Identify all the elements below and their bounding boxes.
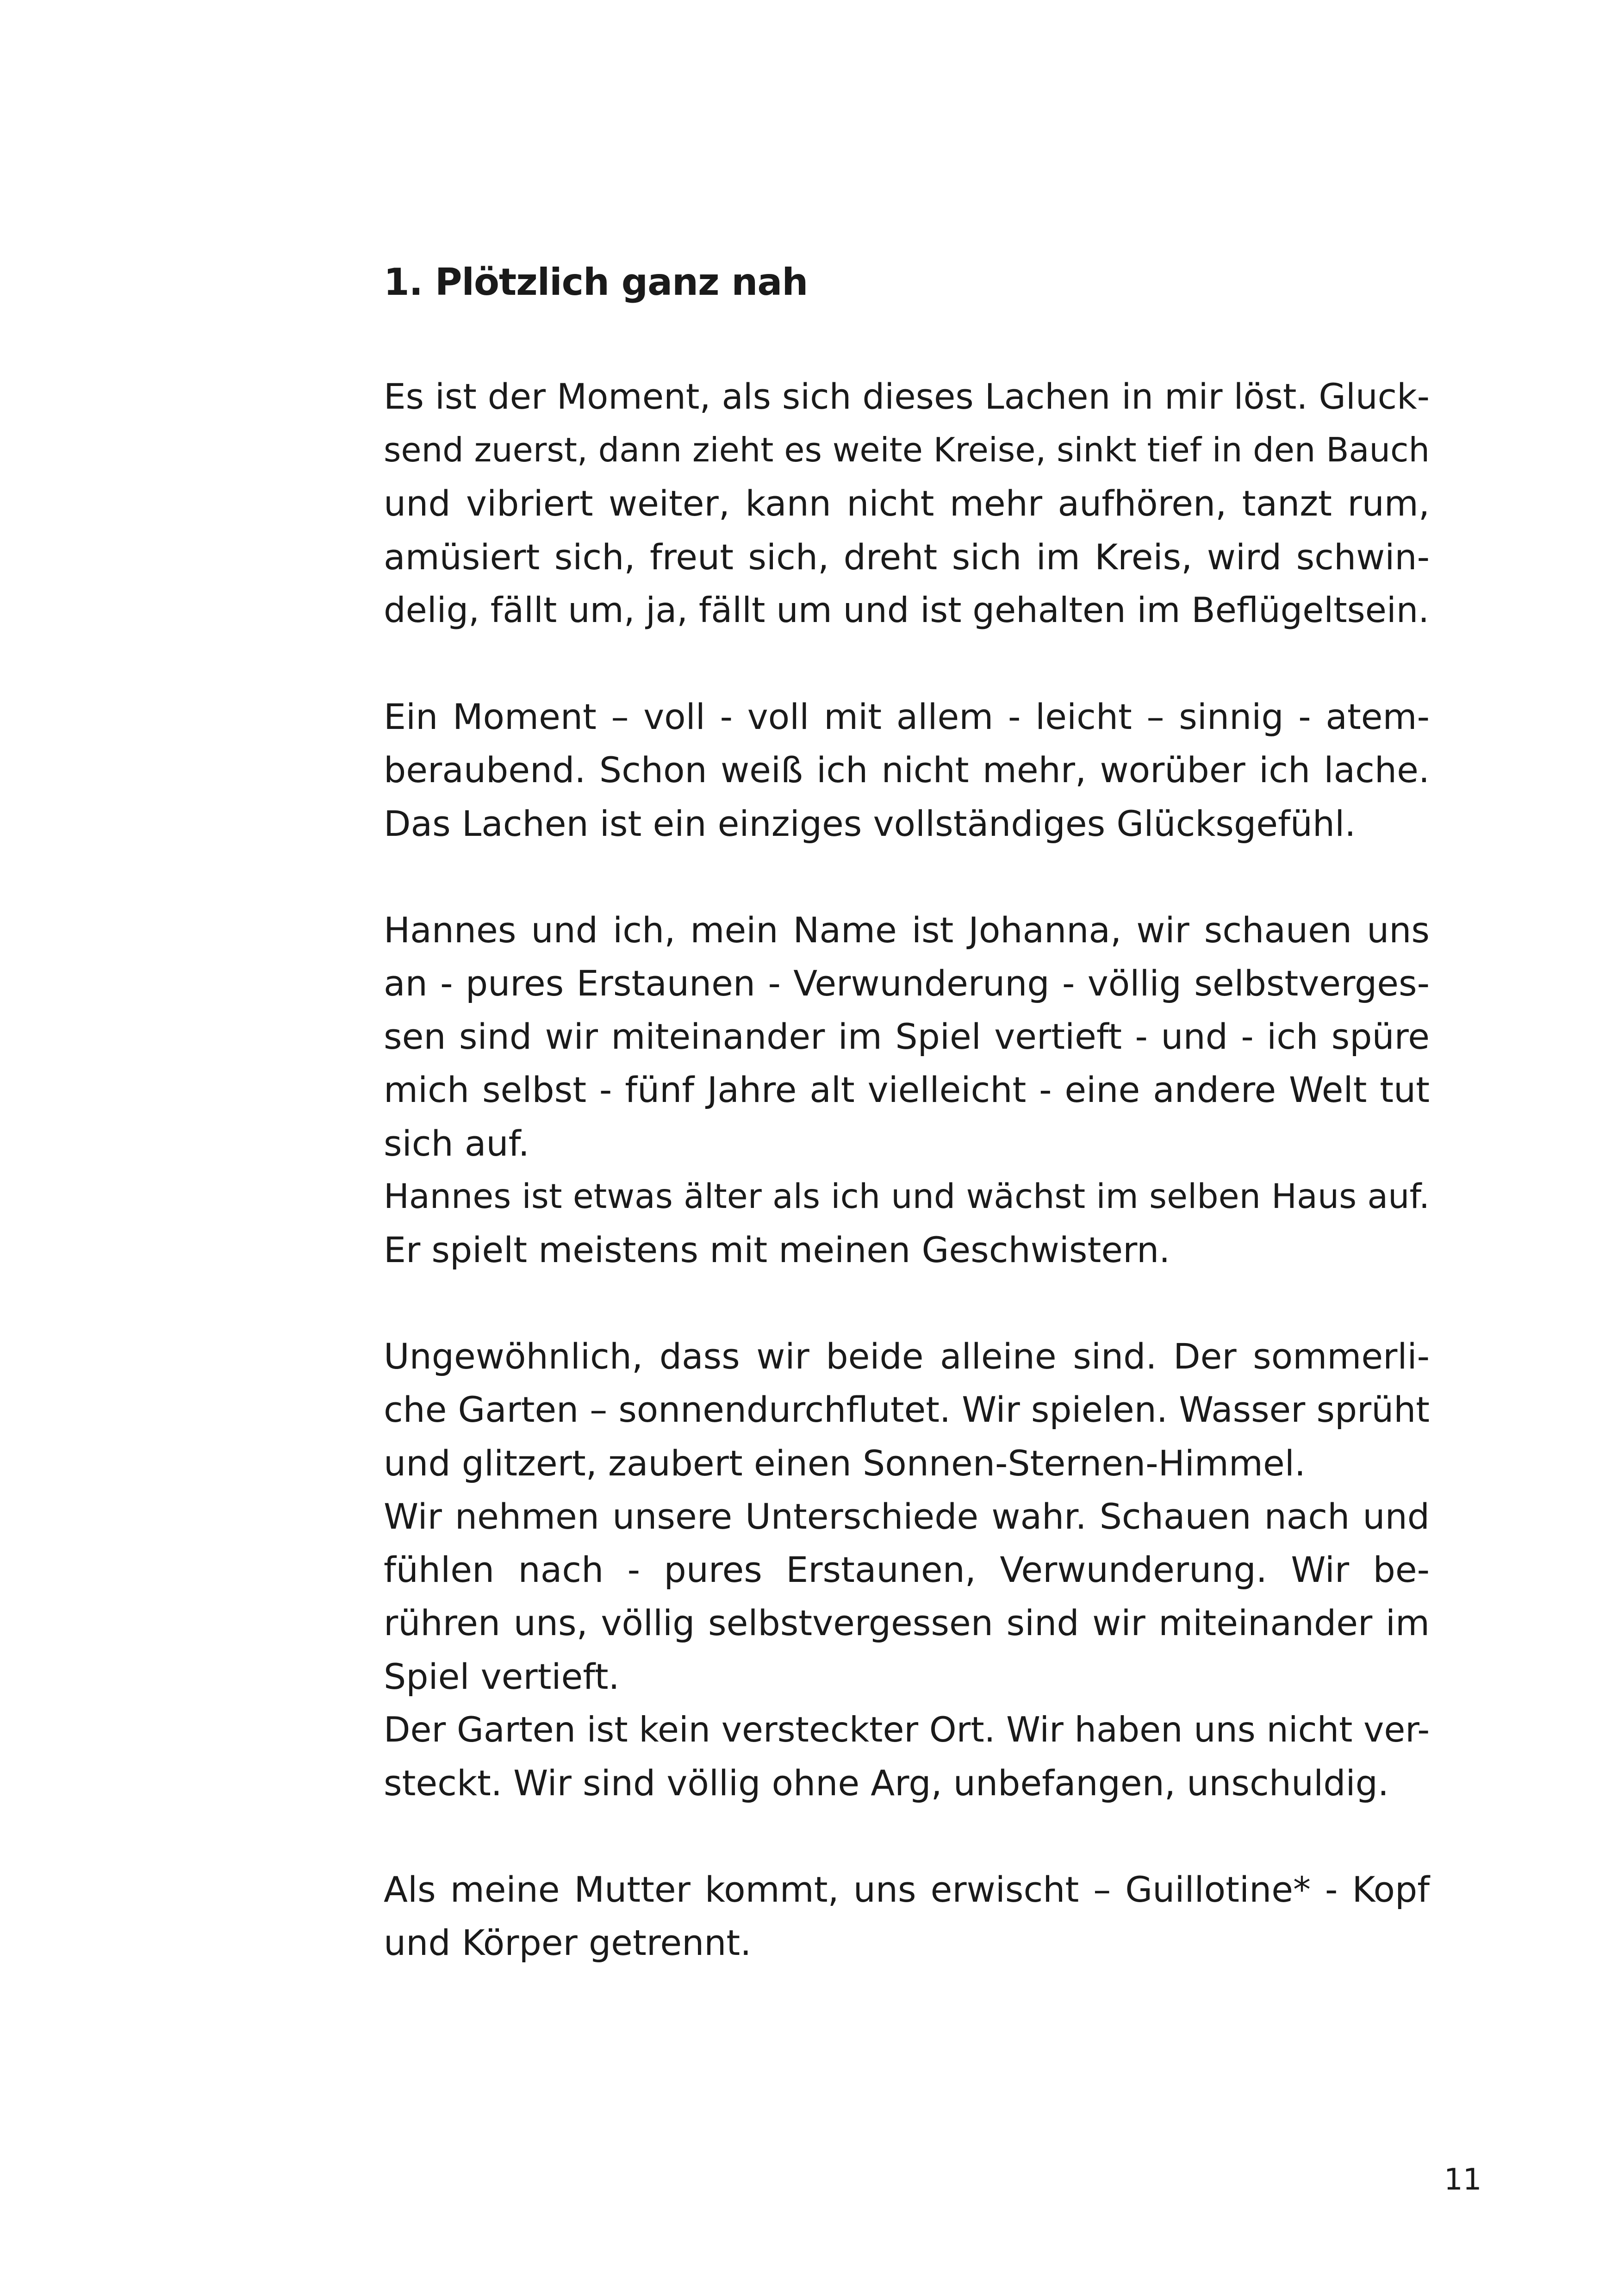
text-line: send zuerst, dann zieht es weite Kreise, sinkt tief in den Bauch (384, 430, 1430, 470)
page-number: 11 (1444, 2163, 1482, 2197)
text-line: Der Garten ist kein versteckter Ort. Wir haben uns nicht ver- (384, 1709, 1430, 1750)
paragraph-4 (384, 1330, 1430, 1810)
text-line: mich selbst - fünf Jahre alt vielleicht - eine andere Welt tut (384, 1069, 1430, 1111)
text-line: Als meine Mutter kommt, uns erwischt – Guillotine* - Kopf (384, 1869, 1430, 1910)
text-line: delig, fällt um, ja, fällt um und ist gehalten im Beflügeltsein. (384, 589, 1430, 630)
text-line: Das Lachen ist ein einziges vollständiges Glücksgefühl. (384, 803, 1356, 844)
text-line: Er spielt meistens mit meinen Geschwistern. (384, 1229, 1170, 1270)
text-line: und glitzert, zaubert einen Sonnen-Sternen-Himmel. (384, 1442, 1306, 1484)
paragraph-2 (384, 690, 1430, 850)
text-line: Es ist der Moment, als sich dieses Lachen in mir löst. Gluck- (384, 376, 1430, 417)
chapter-body (384, 370, 1430, 2023)
text-line: und vibriert weiter, kann nicht mehr aufhören, tanzt rum, (384, 483, 1430, 524)
text-line: Ungewöhnlich, dass wir beide alleine sind. Der sommerli- (384, 1336, 1430, 1377)
text-line: Hannes ist etwas älter als ich und wächst im selben Haus auf. (384, 1176, 1430, 1216)
text-line: sich auf. (384, 1122, 529, 1164)
text-line: an - pures Erstaunen - Verwunderung - völlig selbstverges- (384, 963, 1430, 1004)
paragraph-3 (384, 903, 1430, 1276)
text-line: fühlen nach - pures Erstaunen, Verwunderung. Wir be- (384, 1549, 1430, 1591)
text-line: Hannes und ich, mein Name ist Johanna, wir schauen uns (384, 909, 1430, 951)
text-line: beraubend. Schon weiß ich nicht mehr, worüber ich lache. (384, 749, 1430, 791)
text-line: sen sind wir miteinander im Spiel vertieft - und - ich spüre (384, 1016, 1430, 1058)
text-line: amüsiert sich, freut sich, dreht sich im Kreis, wird schwin- (384, 536, 1430, 578)
text-line: steckt. Wir sind völlig ohne Arg, unbefangen, unschuldig. (384, 1762, 1389, 1804)
text-line: rühren uns, völlig selbstvergessen sind wir miteinander im (384, 1602, 1430, 1644)
text-line: Ein Moment – voll - voll mit allem - leicht – sinnig - atem- (384, 696, 1430, 738)
text-line: Spiel vertieft. (384, 1655, 620, 1697)
paragraph-1 (384, 370, 1430, 637)
text-line: Wir nehmen unsere Unterschiede wahr. Schauen nach und (384, 1495, 1430, 1537)
text-line: che Garten – sonnendurchflutet. Wir spielen. Wasser sprüht (384, 1389, 1430, 1430)
text-line: und Körper getrennt. (384, 1922, 752, 1964)
chapter-title: 1. Plötzlich ganz nah (384, 261, 808, 304)
paragraph-5 (384, 1863, 1430, 1969)
